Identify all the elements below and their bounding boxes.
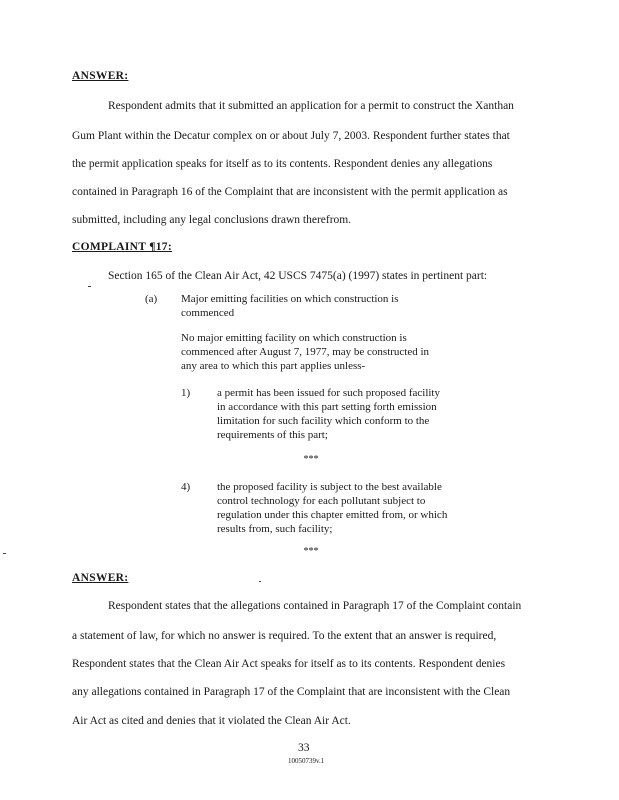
complaint-intro: Section 165 of the Clean Air Act, 42 USCS 7475(a) (1997) states in pertinent part: [108, 270, 488, 282]
scan-speck [259, 581, 261, 582]
item-1-line-1: a permit has been issued for such proposed facility [217, 387, 440, 399]
answer-1-line-4: contained in Paragraph 16 of the Complaint that are inconsistent with the permit application as [72, 186, 508, 198]
item-4-line-4: results from, such facility; [217, 523, 333, 535]
para-line-2: commenced after August 7, 1977, may be constructed in [181, 346, 430, 358]
item-a-line-2: commenced [181, 307, 235, 319]
answer-2-line-3: Respondent states that the Clean Air Act speaks for itself as to its contents. Respondent denies [72, 658, 506, 670]
scan-speck [3, 553, 6, 554]
answer-heading-2: ANSWER: [72, 572, 129, 584]
scan-speck [88, 286, 91, 287]
item-a-label: (a) [145, 293, 158, 305]
document-id: 10050739v.1 [288, 757, 325, 765]
item-4-label: 4) [181, 481, 191, 493]
answer-1-line-2: Gum Plant within the Decatur complex on or about July 7, 2003. Respondent further states that [72, 130, 510, 142]
item-a-line-1: Major emitting facilities on which construction is [181, 293, 399, 305]
answer-2-line-1: Respondent states that the allegations contained in Paragraph 17 of the Complaint contain [108, 600, 522, 612]
answer-1-line-5: submitted, including any legal conclusions drawn therefrom. [72, 214, 352, 226]
item-1-line-3: limitation for such facility which conform to the [217, 415, 430, 427]
item-4-line-3: regulation under this chapter emitted from, or which [217, 509, 448, 521]
para-line-3: any area to which this part applies unless- [181, 360, 366, 372]
complaint-heading: COMPLAINT ¶17: [72, 241, 172, 253]
page-number: 33 [298, 742, 310, 754]
item-1-label: 1) [181, 387, 191, 399]
item-1-line-2: in accordance with this part setting forth emission [217, 401, 437, 413]
answer-1-line-3: the permit application speaks for itself as to its contents. Respondent denies any allegations [72, 158, 493, 170]
para-line-1: No major emitting facility on which construction is [181, 332, 407, 344]
answer-1-line-1: Respondent admits that it submitted an application for a permit to construct the Xanthan [108, 100, 514, 112]
item-4-line-1: the proposed facility is subject to the best available [217, 481, 442, 493]
item-1-line-4: requirements of this part; [217, 429, 328, 441]
item-4-line-2: control technology for each pollutant subject to [217, 495, 426, 507]
ellipsis-stars-1: *** [303, 454, 319, 465]
answer-heading-1: ANSWER: [72, 70, 129, 82]
answer-2-line-4: any allegations contained in Paragraph 17 of the Complaint that are inconsistent with the Clean [72, 686, 511, 698]
answer-2-line-2: a statement of law, for which no answer is required. To the extent that an answer is required, [72, 630, 497, 642]
answer-2-line-5: Air Act as cited and denies that it violated the Clean Air Act. [72, 715, 351, 727]
ellipsis-stars-2: *** [303, 546, 319, 557]
